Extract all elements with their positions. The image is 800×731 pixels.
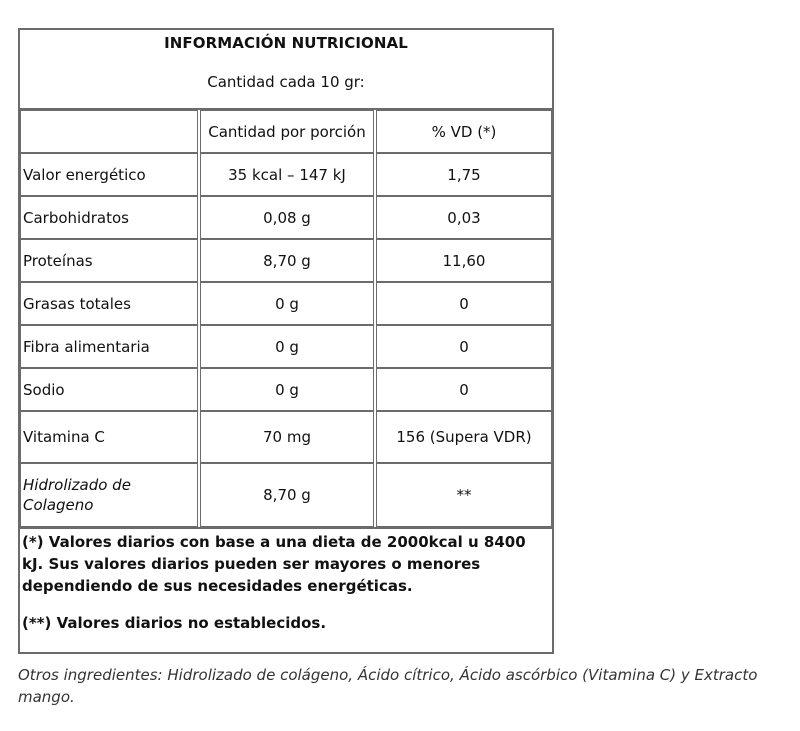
header-cell-amount: Cantidad por porción <box>200 110 374 153</box>
nutrient-vd: ** <box>376 463 552 527</box>
nutrient-vd: 0 <box>376 325 552 368</box>
nutrient-label: Fibra alimentaria <box>20 325 198 368</box>
nutrient-label: Carbohidratos <box>20 196 198 239</box>
nutrient-vd: 0 <box>376 368 552 411</box>
table-subtitle: Cantidad cada 10 gr: <box>207 73 365 91</box>
nutrient-vd: 1,75 <box>376 153 552 196</box>
nutrient-amount: 8,70 g <box>200 239 374 282</box>
nutrient-label: Proteínas <box>20 239 198 282</box>
nutrient-vd: 0 <box>376 282 552 325</box>
nutrient-amount: 0 g <box>200 368 374 411</box>
footnote-daily-values: (*) Valores diarios con base a una dieta de 2000kcal u 8400 kJ. Sus valores diarios pueden ser mayores o menores dependiendo de sus necesidades energéticas. <box>22 533 526 595</box>
nutrient-vd: 156 (Supera VDR) <box>376 411 552 463</box>
nutrient-amount: 0,08 g <box>200 196 374 239</box>
nutrient-amount: 35 kcal – 147 kJ <box>200 153 374 196</box>
header-cell-vd: % VD (*) <box>376 110 552 153</box>
nutrient-amount: 0 g <box>200 282 374 325</box>
nutrient-amount: 8,70 g <box>200 463 374 527</box>
nutrient-vd: 0,03 <box>376 196 552 239</box>
nutrient-amount: 70 mg <box>200 411 374 463</box>
header-cell-empty <box>20 110 198 153</box>
nutrient-label: Hidrolizado de Colageno <box>20 463 198 527</box>
nutrient-label: Sodio <box>20 368 198 411</box>
nutrition-table <box>18 28 554 654</box>
nutrient-label: Grasas totales <box>20 282 198 325</box>
nutrient-label: Vitamina C <box>20 411 198 463</box>
nutrient-vd: 11,60 <box>376 239 552 282</box>
nutrient-label: Valor energético <box>20 153 198 196</box>
table-title: INFORMACIÓN NUTRICIONAL <box>164 34 408 52</box>
table-footnotes <box>20 527 552 652</box>
footnote-not-established: (**) Valores diarios no establecidos. <box>22 614 327 632</box>
nutrient-amount: 0 g <box>200 325 374 368</box>
other-ingredients: Otros ingredientes: Hidrolizado de colágeno, Ácido cítrico, Ácido ascórbico (Vitamina C) y Extracto mango. <box>18 666 758 706</box>
